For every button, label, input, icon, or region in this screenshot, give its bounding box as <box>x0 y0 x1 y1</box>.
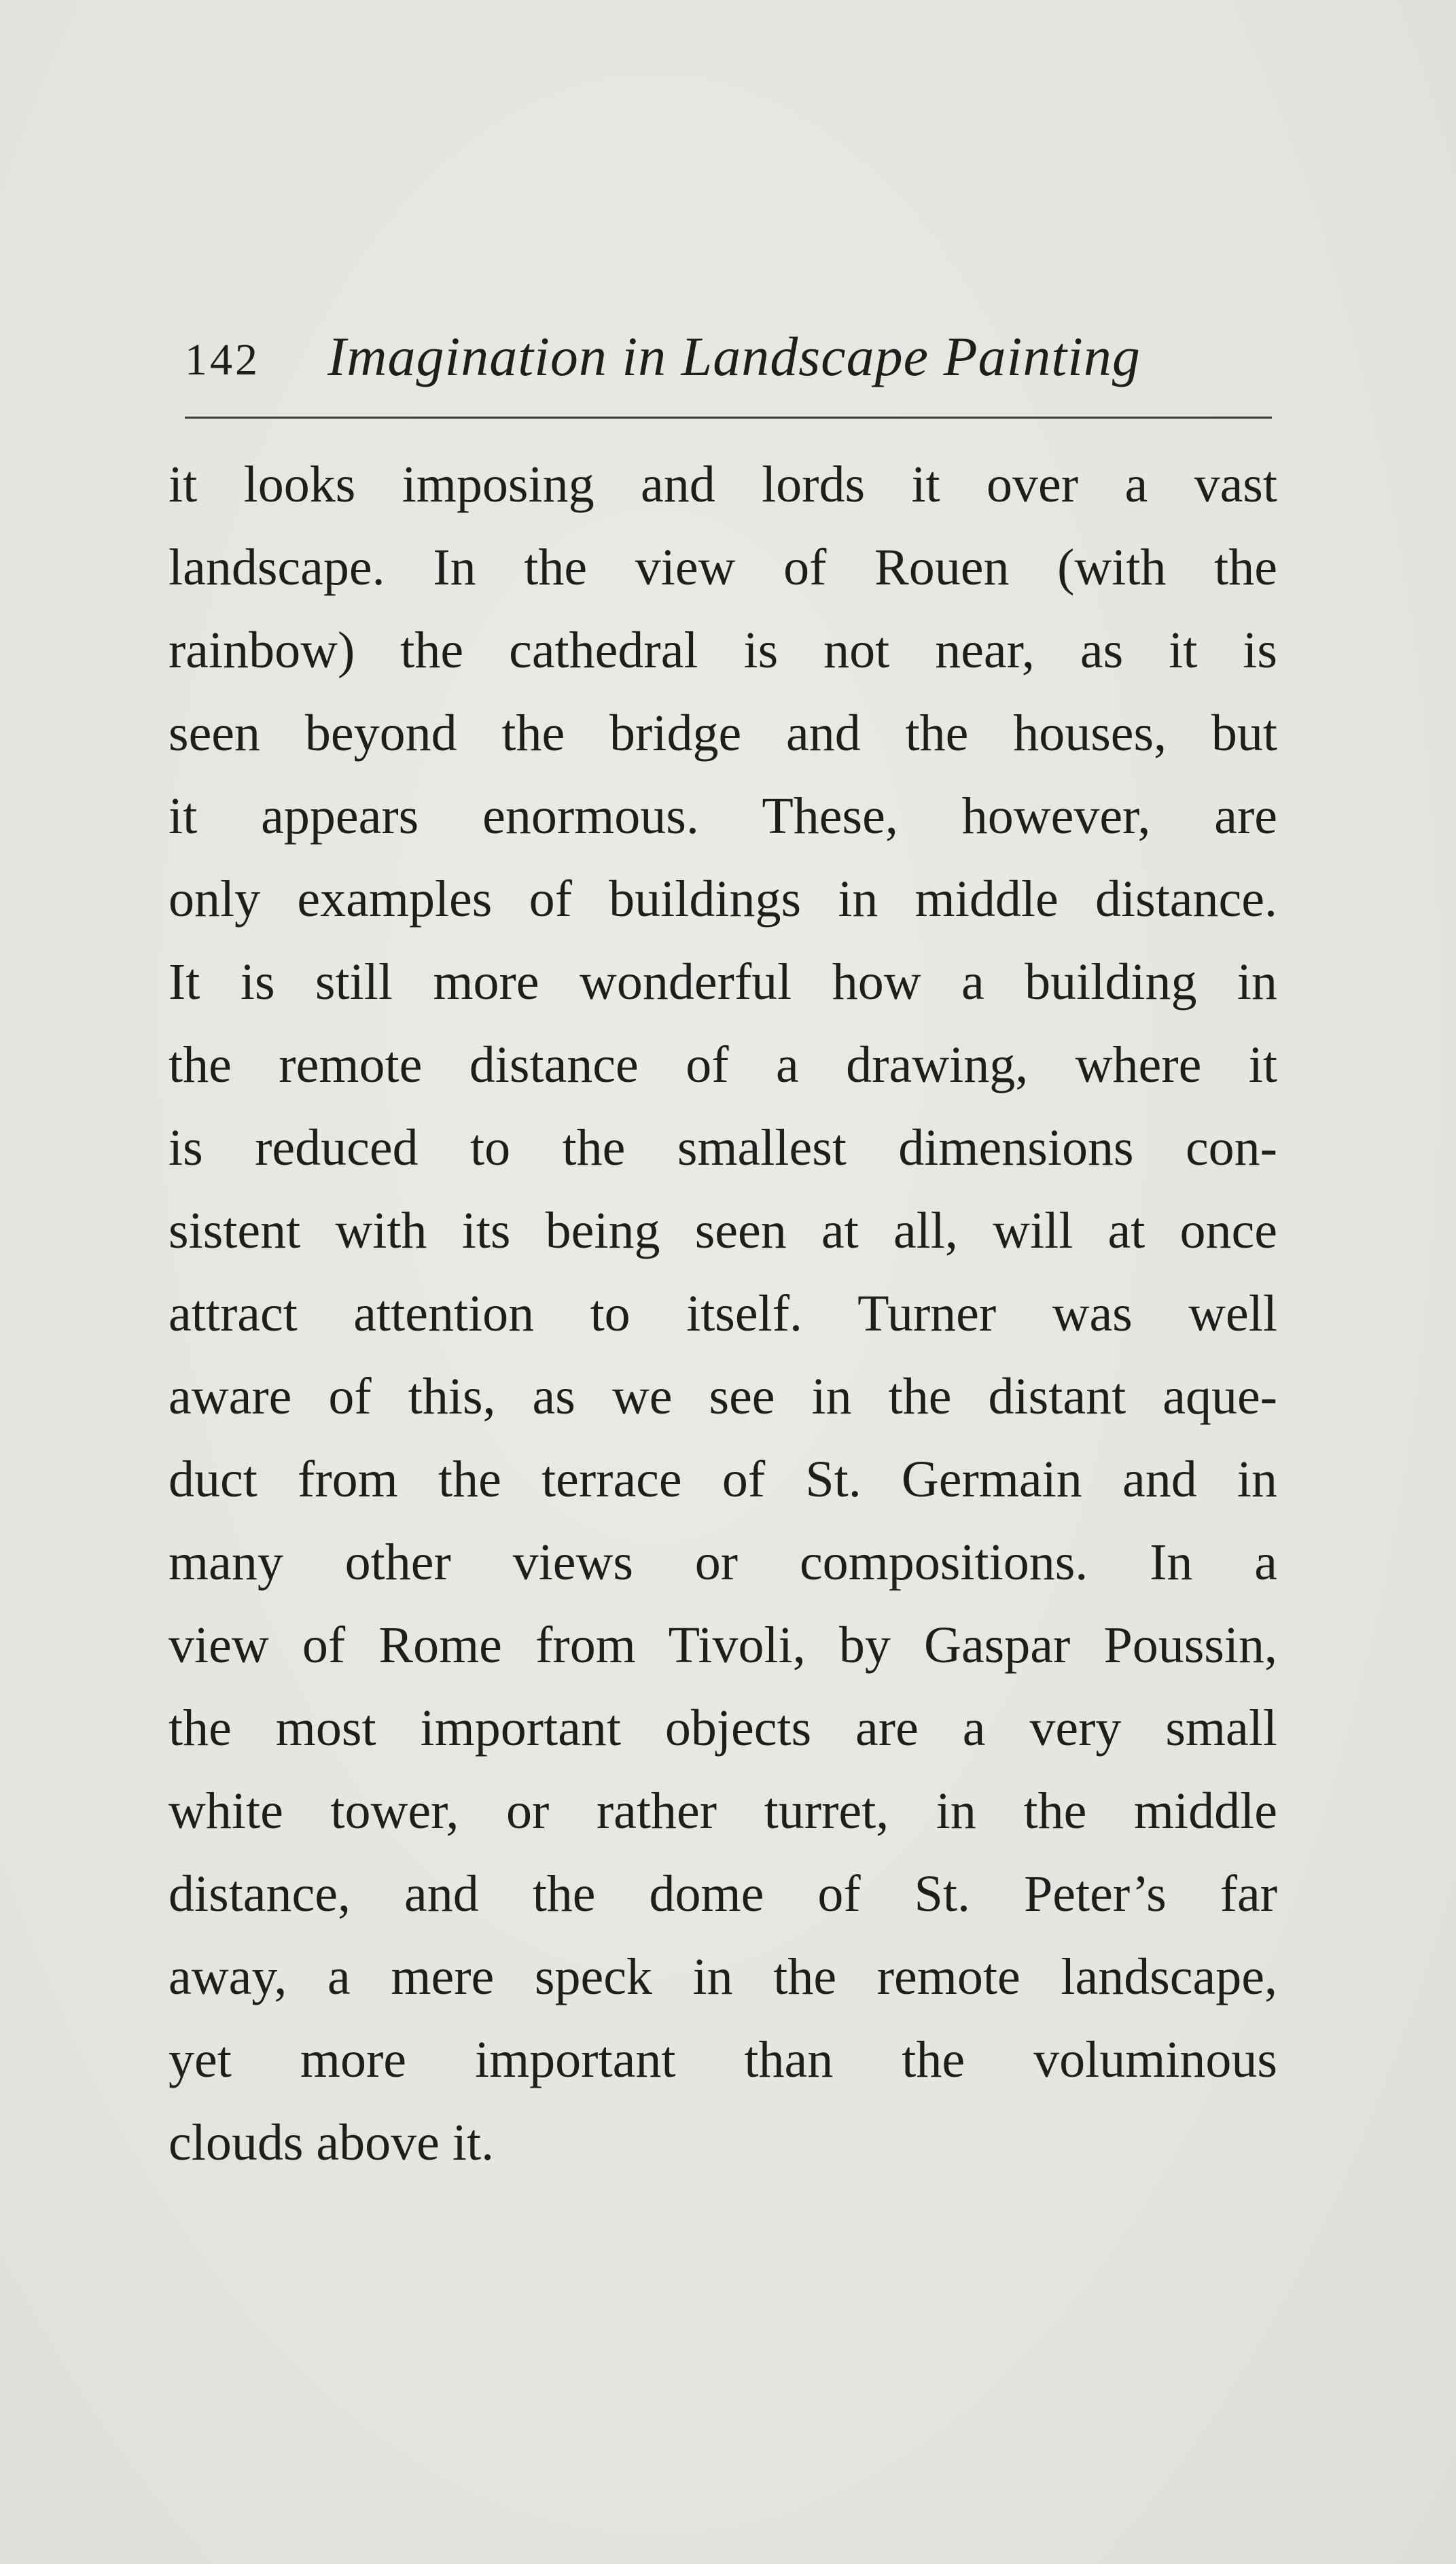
text-line: many other views or compositions. In a <box>168 1534 1277 1591</box>
text-line: rainbow) the cathedral is not near, as it is <box>168 622 1277 679</box>
text-line: view of Rome from Tivoli, by Gaspar Poussin, <box>168 1617 1277 1674</box>
text-line: only examples of buildings in middle distance. <box>168 871 1277 928</box>
text-line: landscape. In the view of Rouen (with the <box>168 539 1277 596</box>
text-line: yet more important than the voluminous <box>168 2031 1277 2088</box>
page-number: 142 <box>185 335 260 385</box>
text-line: attract attention to itself. Turner was well <box>168 1285 1277 1342</box>
text-line: It is still more wonderful how a building in <box>168 953 1277 1011</box>
text-line: it appears enormous. These, however, are <box>168 788 1277 845</box>
text-line: duct from the terrace of St. Germain and in <box>168 1451 1277 1508</box>
text-line: the remote distance of a drawing, where it <box>168 1036 1277 1093</box>
text-line: sistent with its being seen at all, will at once <box>168 1202 1277 1259</box>
header-rule <box>185 417 1272 419</box>
text-line: distance, and the dome of St. Peter’s far <box>168 1865 1277 1922</box>
running-title: Imagination in Landscape Painting <box>327 326 1141 387</box>
text-line: away, a mere speck in the remote landscape, <box>168 1948 1277 2005</box>
text-line: aware of this, as we see in the distant aque- <box>168 1368 1277 1425</box>
text-line: white tower, or rather turret, in the middle <box>168 1782 1277 1840</box>
text-line: clouds above it. <box>168 2114 495 2171</box>
text-line: seen beyond the bridge and the houses, but <box>168 705 1277 762</box>
page-header <box>185 325 1272 400</box>
body-paragraph <box>168 443 1277 2184</box>
text-line: the most important objects are a very small <box>168 1700 1277 1757</box>
text-line: it looks imposing and lords it over a vast <box>168 456 1277 513</box>
text-line: is reduced to the smallest dimensions con- <box>168 1119 1277 1176</box>
